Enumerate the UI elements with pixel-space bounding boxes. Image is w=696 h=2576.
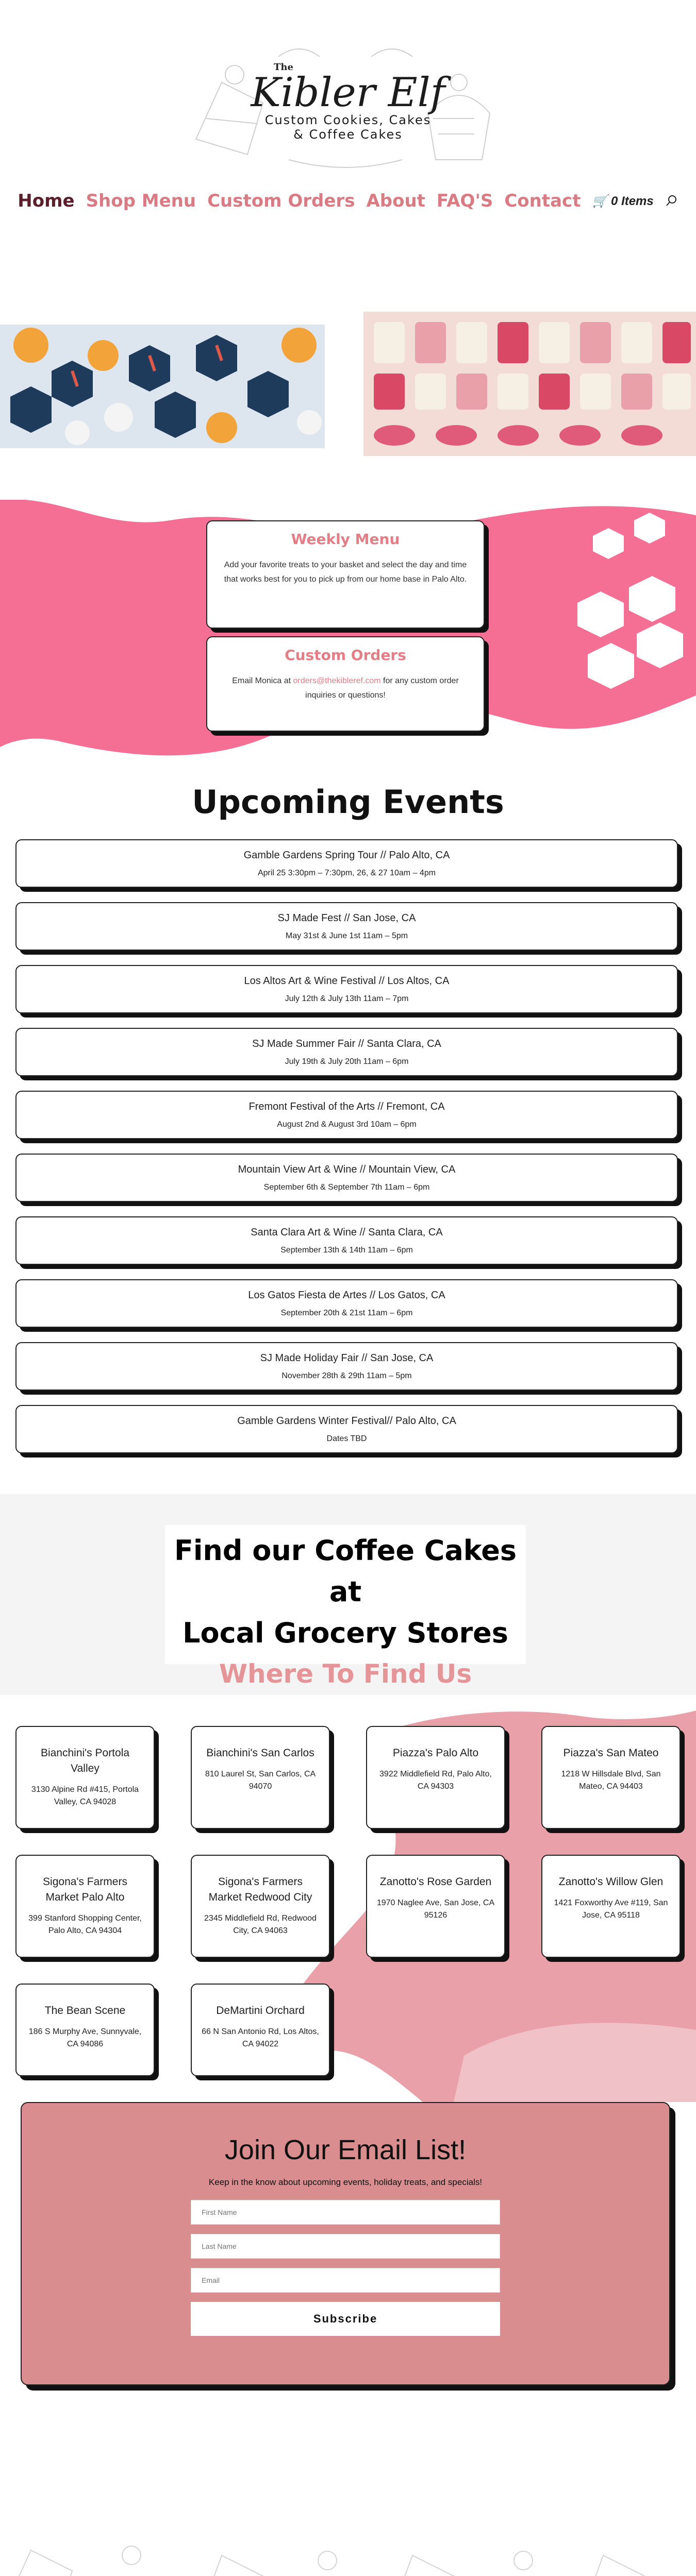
- site-header: [0, 0, 696, 258]
- store-card: [15, 1726, 155, 1829]
- store-card: [15, 1984, 155, 2076]
- custom-orders-title[interactable]: Custom Orders: [285, 647, 406, 664]
- store-address: 2345 Middlefield Rd, Redwood City, CA 94063: [204, 1914, 317, 1935]
- event-date: May 31st & June 1st 11am – 5pm: [285, 931, 408, 940]
- nav-contact[interactable]: Contact: [504, 191, 581, 211]
- event-date: September 6th & September 7th 11am – 6pm: [263, 1183, 430, 1192]
- store-address: 810 Laurel St, San Carlos, CA 94070: [205, 1770, 316, 1791]
- footer-background: [0, 2494, 696, 2576]
- space-cookies-photo: [0, 325, 325, 448]
- event-item: [15, 839, 678, 888]
- stores-section: [0, 1695, 696, 2102]
- store-card: [191, 1855, 330, 1958]
- store-card: [541, 1855, 681, 1958]
- event-name: Gamble Gardens Spring Tour // Palo Alto, CA: [243, 850, 450, 861]
- store-address: 186 S Murphy Ave, Sunnyvale, CA 94086: [28, 2027, 142, 2048]
- event-item: [15, 1091, 678, 1139]
- grocery-heading-section: [0, 1494, 696, 1695]
- store-address: 1421 Foxworthy Ave #119, San Jose, CA 95118: [554, 1899, 668, 1920]
- event-name: Los Altos Art & Wine Festival // Los Altos, CA: [244, 975, 450, 987]
- event-date: September 20th & 21st 11am – 6pm: [280, 1309, 413, 1317]
- custom-orders-text-suffix: for any custom order inquiries or questions!: [305, 676, 459, 700]
- menu-section: [0, 500, 696, 762]
- store-card: [191, 1726, 330, 1829]
- last-name-input[interactable]: [191, 2234, 500, 2259]
- logo-the: The: [274, 62, 293, 73]
- makeup-cookies-photo: [363, 312, 696, 456]
- event-item: [15, 965, 678, 1013]
- logo-name: Kibler Elf: [251, 70, 445, 116]
- store-name: DeMartini Orchard: [216, 2005, 305, 2016]
- weekly-menu-text: Add your favorite treats to your basket and select the day and time that works best for you to pick up from our home base in Palo Alto.: [224, 561, 467, 584]
- cart-link[interactable]: [592, 194, 653, 209]
- email-input[interactable]: [191, 2268, 500, 2293]
- weekly-menu-title[interactable]: Weekly Menu: [291, 531, 400, 548]
- event-item: [15, 1342, 678, 1391]
- event-name: SJ Made Fest // San Jose, CA: [277, 912, 416, 924]
- search-icon[interactable]: [665, 194, 678, 208]
- event-item: [15, 1279, 678, 1328]
- event-item: [15, 1405, 678, 1453]
- store-name: Zanotto's Willow Glen: [558, 1876, 664, 1888]
- event-name: Gamble Gardens Winter Festival// Palo Alto, CA: [237, 1415, 456, 1427]
- event-date: August 2nd & August 3rd 10am – 6pm: [277, 1120, 417, 1129]
- where-to-find-us: Where To Find Us: [219, 1659, 472, 1689]
- site-footer: [0, 2494, 696, 2576]
- email-signup-title: Join Our Email List!: [224, 2134, 467, 2165]
- first-name-input[interactable]: [191, 2200, 500, 2225]
- nav-about[interactable]: About: [366, 191, 425, 211]
- store-name: Piazza's Palo Alto: [392, 1747, 479, 1759]
- nav-custom-orders[interactable]: Custom Orders: [207, 191, 355, 211]
- event-date: Dates TBD: [326, 1434, 367, 1443]
- store-name: Sigona's Farmers Market Palo Alto: [43, 1876, 127, 1903]
- event-name: Mountain View Art & Wine // Mountain View, CA: [238, 1164, 456, 1175]
- store-name: Zanotto's Rose Garden: [379, 1876, 492, 1888]
- custom-orders-email-link[interactable]: orders@thekibleref.com: [293, 676, 381, 685]
- nav-home[interactable]: Home: [18, 191, 75, 211]
- store-address: 1218 W Hillsdale Blvd, San Mateo, CA 94403: [561, 1770, 661, 1791]
- cart-count: 0 Items: [611, 194, 654, 208]
- event-name: Santa Clara Art & Wine // Santa Clara, CA: [251, 1227, 443, 1238]
- store-name: Piazza's San Mateo: [563, 1747, 659, 1759]
- store-card: [191, 1984, 330, 2076]
- event-item: [15, 902, 678, 951]
- store-address: 1970 Naglee Ave, San Jose, CA 95126: [376, 1899, 495, 1920]
- event-date: July 12th & July 13th 11am – 7pm: [285, 994, 409, 1003]
- event-date: September 13th & 14th 11am – 6pm: [280, 1246, 413, 1255]
- store-name: Bianchini's Portola Valley: [40, 1747, 130, 1774]
- main-nav: [0, 191, 696, 211]
- store-address: 3130 Alpine Rd #415, Portola Valley, CA 94028: [31, 1785, 139, 1806]
- weekly-menu-card[interactable]: [206, 520, 485, 629]
- store-name: The Bean Scene: [44, 2005, 126, 2016]
- event-date: April 25 3:30pm – 7:30pm, 26, & 27 10am – 4pm: [257, 869, 436, 877]
- event-date: July 19th & July 20th 11am – 6pm: [285, 1057, 409, 1066]
- nav-shop-menu[interactable]: Shop Menu: [86, 191, 196, 211]
- store-address: 66 N San Antonio Rd, Los Altos, CA 94022: [202, 2027, 319, 2048]
- custom-orders-card[interactable]: [206, 636, 485, 732]
- store-card: [541, 1726, 681, 1829]
- logo-tagline-1: Custom Cookies, Cakes: [264, 113, 432, 127]
- event-item: [15, 1028, 678, 1076]
- email-signup-subtitle: Keep in the know about upcoming events, holiday treats, and specials!: [208, 2177, 483, 2187]
- custom-orders-text: [222, 674, 469, 703]
- site-logo[interactable]: [217, 62, 479, 142]
- events-section: [0, 762, 696, 1494]
- store-name: Bianchini's San Carlos: [206, 1747, 314, 1759]
- cart-icon: 🛒: [592, 194, 608, 208]
- subscribe-button[interactable]: Subscribe: [191, 2302, 500, 2336]
- event-name: Fremont Festival of the Arts // Fremont, CA: [248, 1101, 445, 1112]
- logo-tagline-2: & Coffee Cakes: [293, 127, 403, 142]
- event-item: [15, 1154, 678, 1202]
- event-name: SJ Made Holiday Fair // San Jose, CA: [260, 1352, 434, 1364]
- store-card: [366, 1726, 505, 1829]
- store-address: 399 Stanford Shopping Center, Palo Alto, CA 94304: [28, 1914, 142, 1935]
- store-address: 3922 Middlefield Rd, Palo Alto, CA 94303: [379, 1770, 492, 1791]
- store-card: [366, 1855, 505, 1958]
- nav-faqs[interactable]: FAQ'S: [436, 191, 493, 211]
- custom-orders-text-prefix: Email Monica at: [232, 676, 291, 685]
- grocery-heading-box: [165, 1525, 526, 1689]
- photo-section: [0, 258, 696, 500]
- events-title: Upcoming Events: [192, 783, 504, 821]
- event-date: November 28th & 29th 11am – 5pm: [281, 1371, 412, 1380]
- event-name: Los Gatos Fiesta de Artes // Los Gatos, CA: [248, 1290, 445, 1301]
- event-name: SJ Made Summer Fair // Santa Clara, CA: [252, 1038, 441, 1049]
- grocery-title-line-2: Local Grocery Stores: [183, 1617, 508, 1649]
- event-item: [15, 1216, 678, 1265]
- grocery-title-line-1: Find our Coffee Cakes at: [174, 1534, 517, 1608]
- email-signup-section: [0, 2102, 696, 2494]
- store-name: Sigona's Farmers Market Redwood City: [208, 1876, 312, 1903]
- email-signup-box: [21, 2102, 670, 2385]
- store-card: [15, 1855, 155, 1958]
